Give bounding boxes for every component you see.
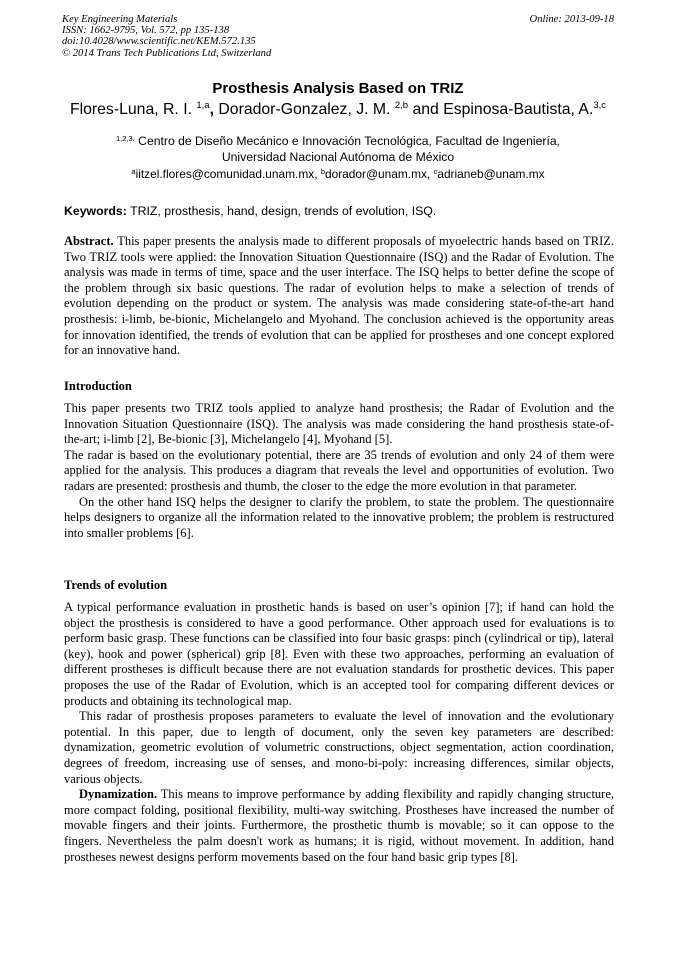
section-trends xyxy=(64,600,614,865)
affiliation-line: Centro de Diseño Mecánico e Innovación Tecnológica, Facultad de Ingeniería, xyxy=(138,134,561,148)
abstract xyxy=(64,234,614,359)
email-mark: c xyxy=(433,167,438,176)
paragraph: This radar of prosthesis proposes parameters to evaluate the level of innovation and the evolutionary potential. In this paper, due to length of document, only the seven key parameters are described: dynamization, geometric evolution of volumetric constructions, object segmentation, action coordination, degrees of freedom, increasing use of senses, and mono-bi-poly: increasing differences, similar objects, various objects. xyxy=(64,709,614,786)
section-introduction xyxy=(64,401,614,541)
abstract-label: Abstract. xyxy=(64,234,114,248)
paragraph: This paper presents two TRIZ tools applied to analyze hand prosthesis; the Radar of Evolution and the Innovation Situation Questionnaire (ISQ). The analysis was made considering the hand prosthesis state-of-the-art; i-limb [2], Be-bionic [3], Michelangelo [4], Myohand [5]. xyxy=(64,401,614,447)
author-list: Flores-Luna, R. I. $^{1,a}$, Dorador-Gonzalez, J. M. $^{2,b}$ and Espinosa-Bautista, A.$^{3,c}$ xyxy=(69,100,607,118)
author-emails xyxy=(62,167,614,181)
paragraph: On the other hand ISQ helps the designer to clarify the problem, to state the problem. The questionnaire helps designers to organize all the information related to the innovative problem; the problem is restructured into smaller problems [6]. xyxy=(64,494,614,540)
keywords-label: Keywords: xyxy=(64,204,127,218)
author-affiliation-mark: 3,c xyxy=(593,100,607,111)
journal-issn: ISSN: 1662-9795, Vol. 572, pp 135-138 xyxy=(62,25,230,37)
email-mark: b xyxy=(320,167,325,176)
keywords-text: TRIZ, prosthesis, hand, design, trends of evolution, ISQ. xyxy=(130,204,437,218)
paragraph: A typical performance evaluation in prosthetic hands is based on user’s opinion [7]; if hand can hold the object the prosthesis is considered to have a good performance. Other approach used for evaluations is to perform basic grasp. These functions can be classified into four basic grasps: pinch (cylindrical or tip), lateral (key), hook and power (spherical) grip [8]. Even with these two approaches, performing an evaluation of different prostheses is difficult because there are not evaluation standards for prosthetic devices. This paper proposes the use of the Radar of Evolution, which is an accepted tool for comparing different devices or products and obtaining its technological map. xyxy=(64,600,614,708)
author-name: Dorador-Gonzalez, J. M. xyxy=(218,101,391,118)
paragraph: This means to improve performance by adding flexibility and rapidly changing structure, more compact folding, positional flexibility, multi-way switching. Prostheses have increased the number of movable fingers and their joints. Furthermore, the prosthetic thumb is movable; so it can oppose to the fingers. Nevertheless the palm doesn't work as humans; it is rigid, without movement. In addition, hand prostheses newest designs perform movements based on the four hand basic grip types [8]. xyxy=(64,787,615,864)
author-affiliation-mark: 1,a xyxy=(196,100,210,111)
author-name: Flores-Luna, R. I. xyxy=(69,101,192,118)
journal-name: Key Engineering Materials xyxy=(62,14,178,25)
affiliation-mark: 1,2,3. xyxy=(115,134,135,143)
author-affiliation-mark: 2,b xyxy=(394,100,409,111)
affiliation xyxy=(62,131,614,165)
email-link[interactable]: adrianeb@unam.mx xyxy=(437,167,545,181)
email-link[interactable]: dorador@unam.mx, xyxy=(325,167,431,181)
keywords xyxy=(64,204,616,218)
email-mark: a xyxy=(131,167,136,176)
online-date: Online: 2013-09-18 xyxy=(529,14,614,25)
journal-doi: doi:10.4028/www.scientific.net/KEM.572.135 xyxy=(62,36,256,48)
author-name: and Espinosa-Bautista, A. xyxy=(412,101,594,118)
email-link[interactable]: iitzel.flores@comunidad.unam.mx, xyxy=(135,167,318,181)
paragraph: The radar is based on the evolutionary potential, there are 35 trends of evolution and only 24 of them were applied for the analysis. This produces a diagram that reveals the level and opportunities of evolution. Two radars are presented: prosthesis and thumb, the closer to the edge the more evolution in that parameter. xyxy=(64,447,614,493)
abstract-text: This paper presents the analysis made to different proposals of myoelectric hands based on TRIZ. Two TRIZ tools were applied: the Innovation Situation Questionnaire (ISQ) and the Radar of Evolution. The analysis was made in terms of time, space and the user interface. The ISQ helps to better define the scope of the problem through six basic questions. The radar of evolution helps to make a selection of trends of evolution depending on the product or system. The analysis was made considering state-of-the-art hand prosthesis: i-limb, be-bionic, Michelangelo and Myohand. The conclusion achieved is the opportunity areas for innovation identified, the trends of evolution that can be applied for prostheses and one concept explored for an innovative hand. xyxy=(64,234,614,358)
paper-title: Prosthesis Analysis Based on TRIZ xyxy=(212,80,464,97)
journal-copyright: © 2014 Trans Tech Publications Ltd, Switzerland xyxy=(62,47,272,59)
paragraph-label: Dynamization. xyxy=(79,787,158,802)
section-heading-trends: Trends of evolution xyxy=(64,578,168,592)
journal-header xyxy=(62,14,614,59)
section-heading-introduction: Introduction xyxy=(64,379,132,393)
affiliation-line: Universidad Nacional Autónoma de México xyxy=(221,150,455,164)
